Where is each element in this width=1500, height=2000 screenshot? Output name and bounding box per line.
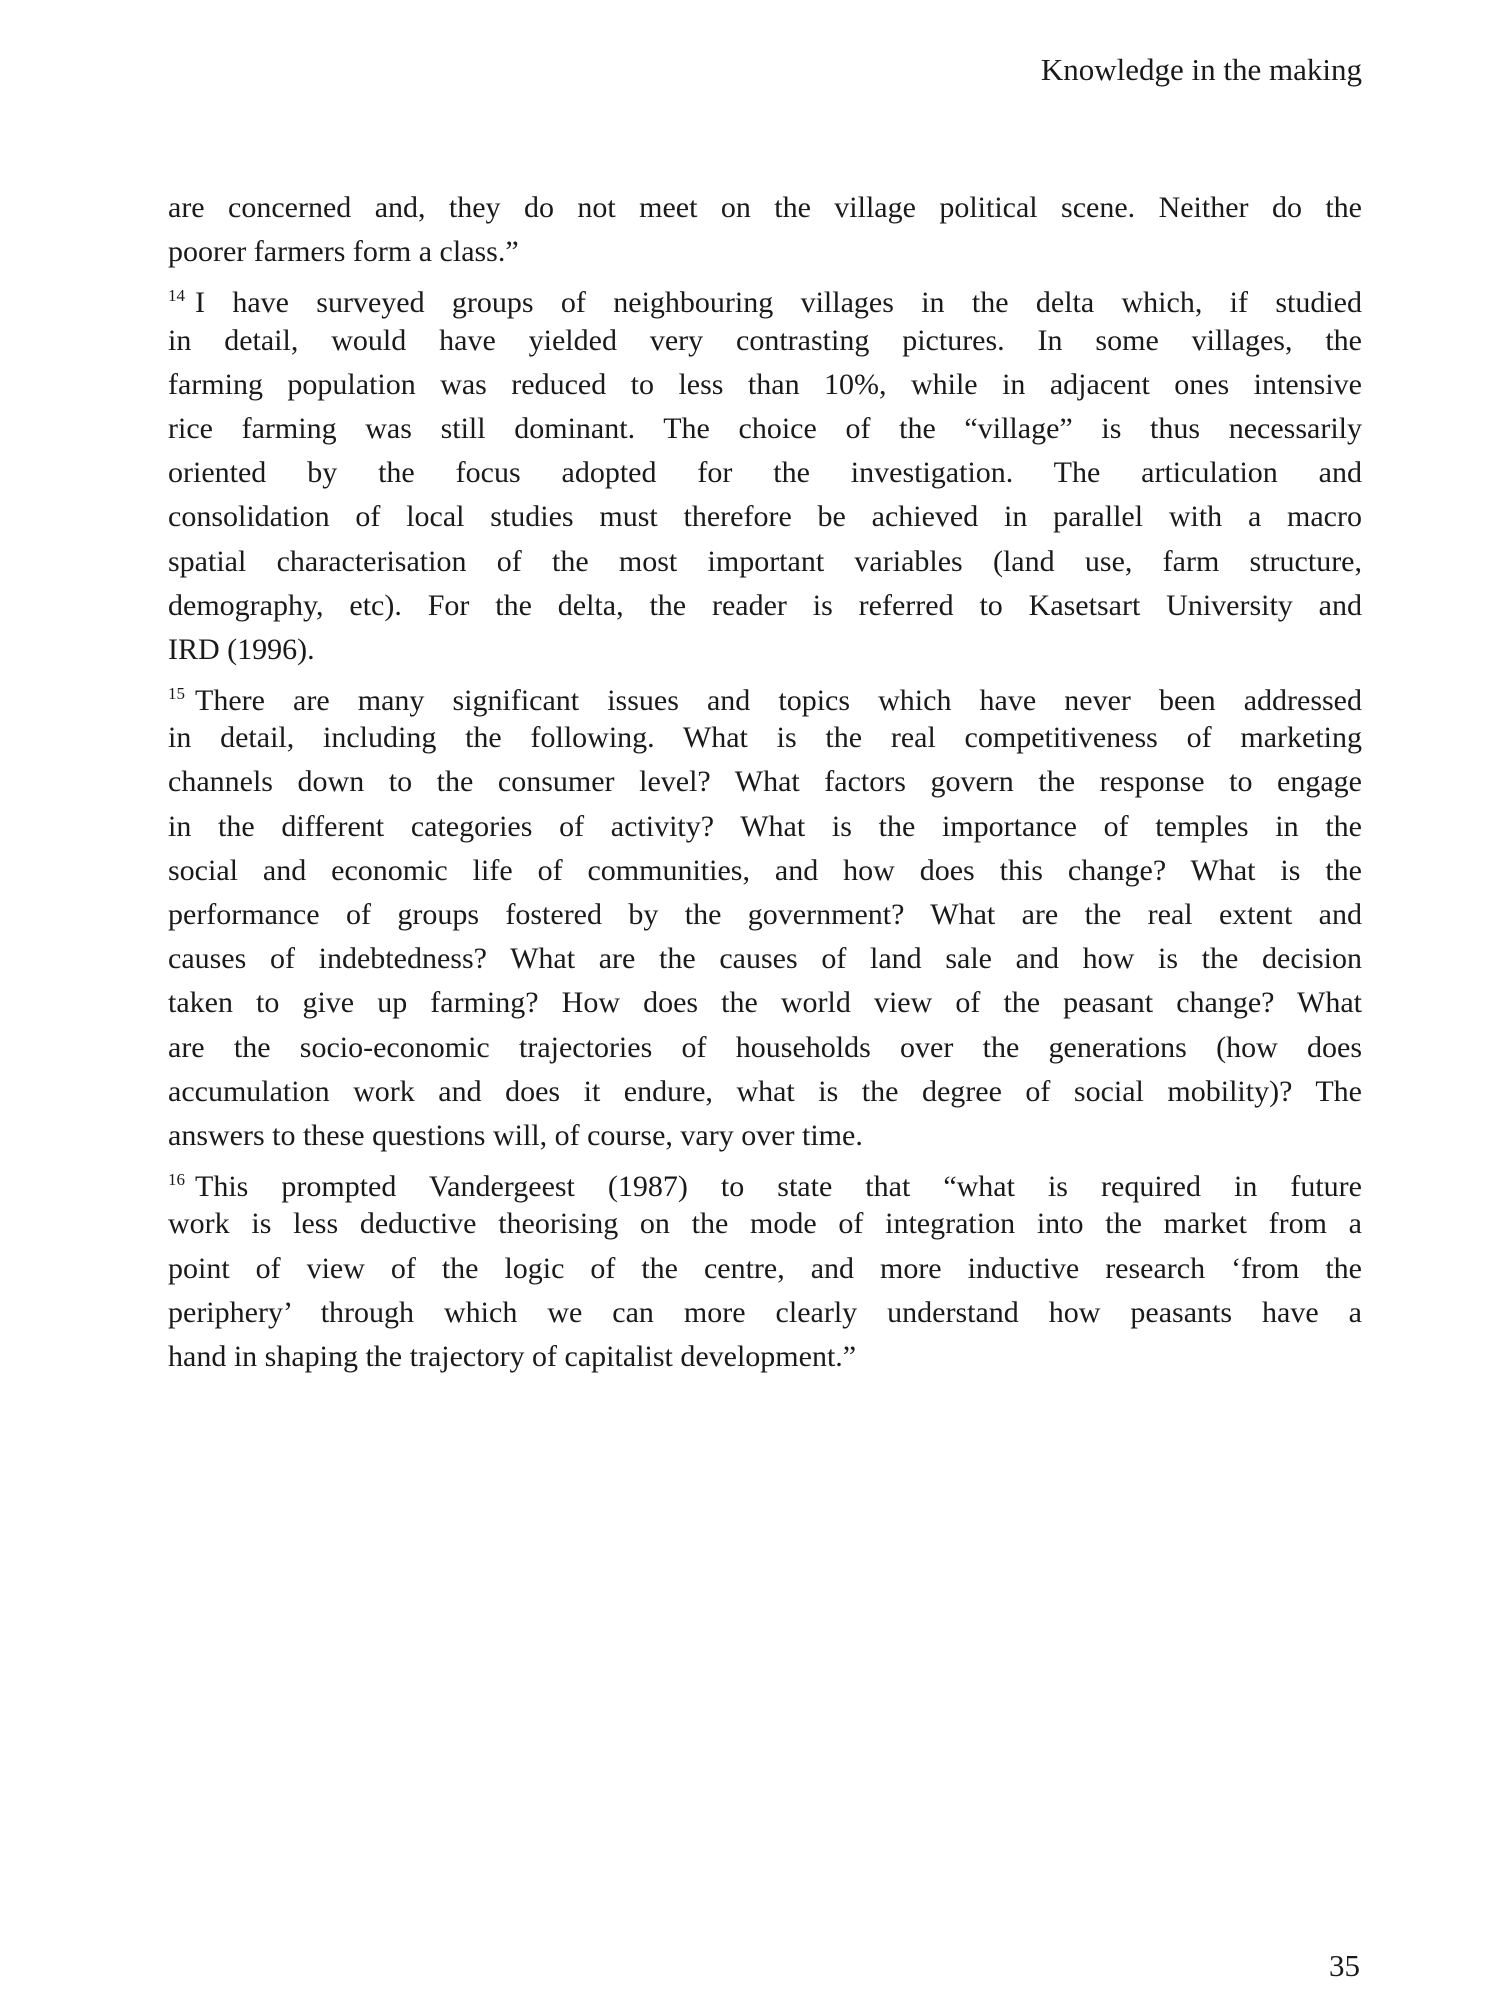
text-line: [168, 1070, 1362, 1114]
text-line: [168, 1247, 1362, 1291]
endnote-number: 16: [168, 1170, 185, 1190]
line-text: in the different categories of activity? What is the importance of temples in the: [168, 809, 1362, 843]
line-text: in detail, would have yielded very contrasting pictures. In some villages, the: [168, 323, 1362, 357]
running-header: Knowledge in the making: [1040, 52, 1362, 87]
line-text: in detail, including the following. What is the real competitiveness of marketing: [168, 721, 1362, 755]
line-text: This prompted Vandergeest (1987) to state that “what is required in future: [195, 1170, 1362, 1204]
line-text: periphery’ through which we can more clearly understand how peasants have a: [168, 1295, 1362, 1329]
line-text: performance of groups fostered by the government? What are the real extent and: [168, 898, 1362, 931]
text-line: [168, 1335, 1362, 1379]
text-line: [168, 495, 1362, 539]
line-text: poorer farmers form a class.”: [168, 235, 519, 269]
line-text: channels down to the consumer level? What factors govern the response to engage: [168, 765, 1362, 799]
page-number: 35: [1329, 1948, 1360, 1983]
line-text: rice farming was still dominant. The choice of the “village” is thus necessarily: [168, 411, 1362, 445]
line-text: are concerned and, they do not meet on the village political scene. Neither do the: [168, 191, 1362, 224]
endnote-continuation: [168, 186, 1362, 274]
line-text: are the socio-economic trajectories of households over the generations (how does: [168, 1030, 1362, 1064]
line-text: taken to give up farming? How does the world view of the peasant change? What: [168, 986, 1362, 1020]
line-text: accumulation work and does it endure, what is the degree of social mobility)? The: [168, 1074, 1362, 1108]
text-line: [168, 1114, 1362, 1158]
line-text: answers to these questions will, of course, vary over time.: [168, 1118, 863, 1152]
text-line: [168, 716, 1362, 760]
text-line: [168, 1291, 1362, 1335]
text-line: [168, 1202, 1362, 1246]
text-line: [168, 584, 1362, 628]
line-text: farming population was reduced to less than 10%, while in adjacent ones intensive: [168, 367, 1362, 401]
line-text: consolidation of local studies must therefore be achieved in parallel with a macro: [168, 500, 1362, 534]
endnote-14: [168, 274, 1362, 672]
endnote-number: 14: [168, 286, 185, 306]
line-text: causes of indebtedness? What are the causes of land sale and how is the decision: [168, 942, 1362, 976]
endnote-number: 15: [168, 684, 185, 704]
line-text: work is less deductive theorising on the mode of integration into the market from a: [168, 1207, 1362, 1241]
line-text: social and economic life of communities, and how does this change? What is the: [168, 853, 1362, 887]
text-line: [168, 540, 1362, 584]
endnotes-body: [168, 186, 1362, 1379]
text-line: [168, 319, 1362, 363]
line-text: hand in shaping the trajectory of capitalist development.”: [168, 1339, 857, 1373]
text-line: [168, 805, 1362, 849]
text-line: [168, 760, 1362, 804]
line-text: point of view of the logic of the centre, and more inductive research ‘from the: [168, 1251, 1362, 1285]
text-line: [168, 1026, 1362, 1070]
text-line: [168, 186, 1362, 230]
line-text: spatial characterisation of the most important variables (land use, farm structure,: [168, 544, 1362, 578]
line-text: I have surveyed groups of neighbouring villages in the delta which, if studied: [195, 286, 1362, 320]
text-line: [168, 672, 1362, 716]
line-text: IRD (1996).: [168, 632, 315, 666]
text-line: [168, 937, 1362, 981]
text-line: [168, 274, 1362, 318]
text-line: [168, 628, 1362, 672]
line-text: oriented by the focus adopted for the investigation. The articulation and: [168, 456, 1362, 490]
text-line: [168, 451, 1362, 495]
endnote-15: [168, 672, 1362, 1158]
text-line: [168, 893, 1362, 937]
text-line: [168, 407, 1362, 451]
text-line: [168, 363, 1362, 407]
endnote-16: [168, 1158, 1362, 1379]
text-line: [168, 1158, 1362, 1202]
line-text: demography, etc). For the delta, the reader is referred to Kasetsart University and: [168, 588, 1362, 622]
text-line: [168, 230, 1362, 274]
text-line: [168, 981, 1362, 1025]
text-line: [168, 849, 1362, 893]
line-text: There are many significant issues and topics which have never been addressed: [195, 684, 1362, 718]
